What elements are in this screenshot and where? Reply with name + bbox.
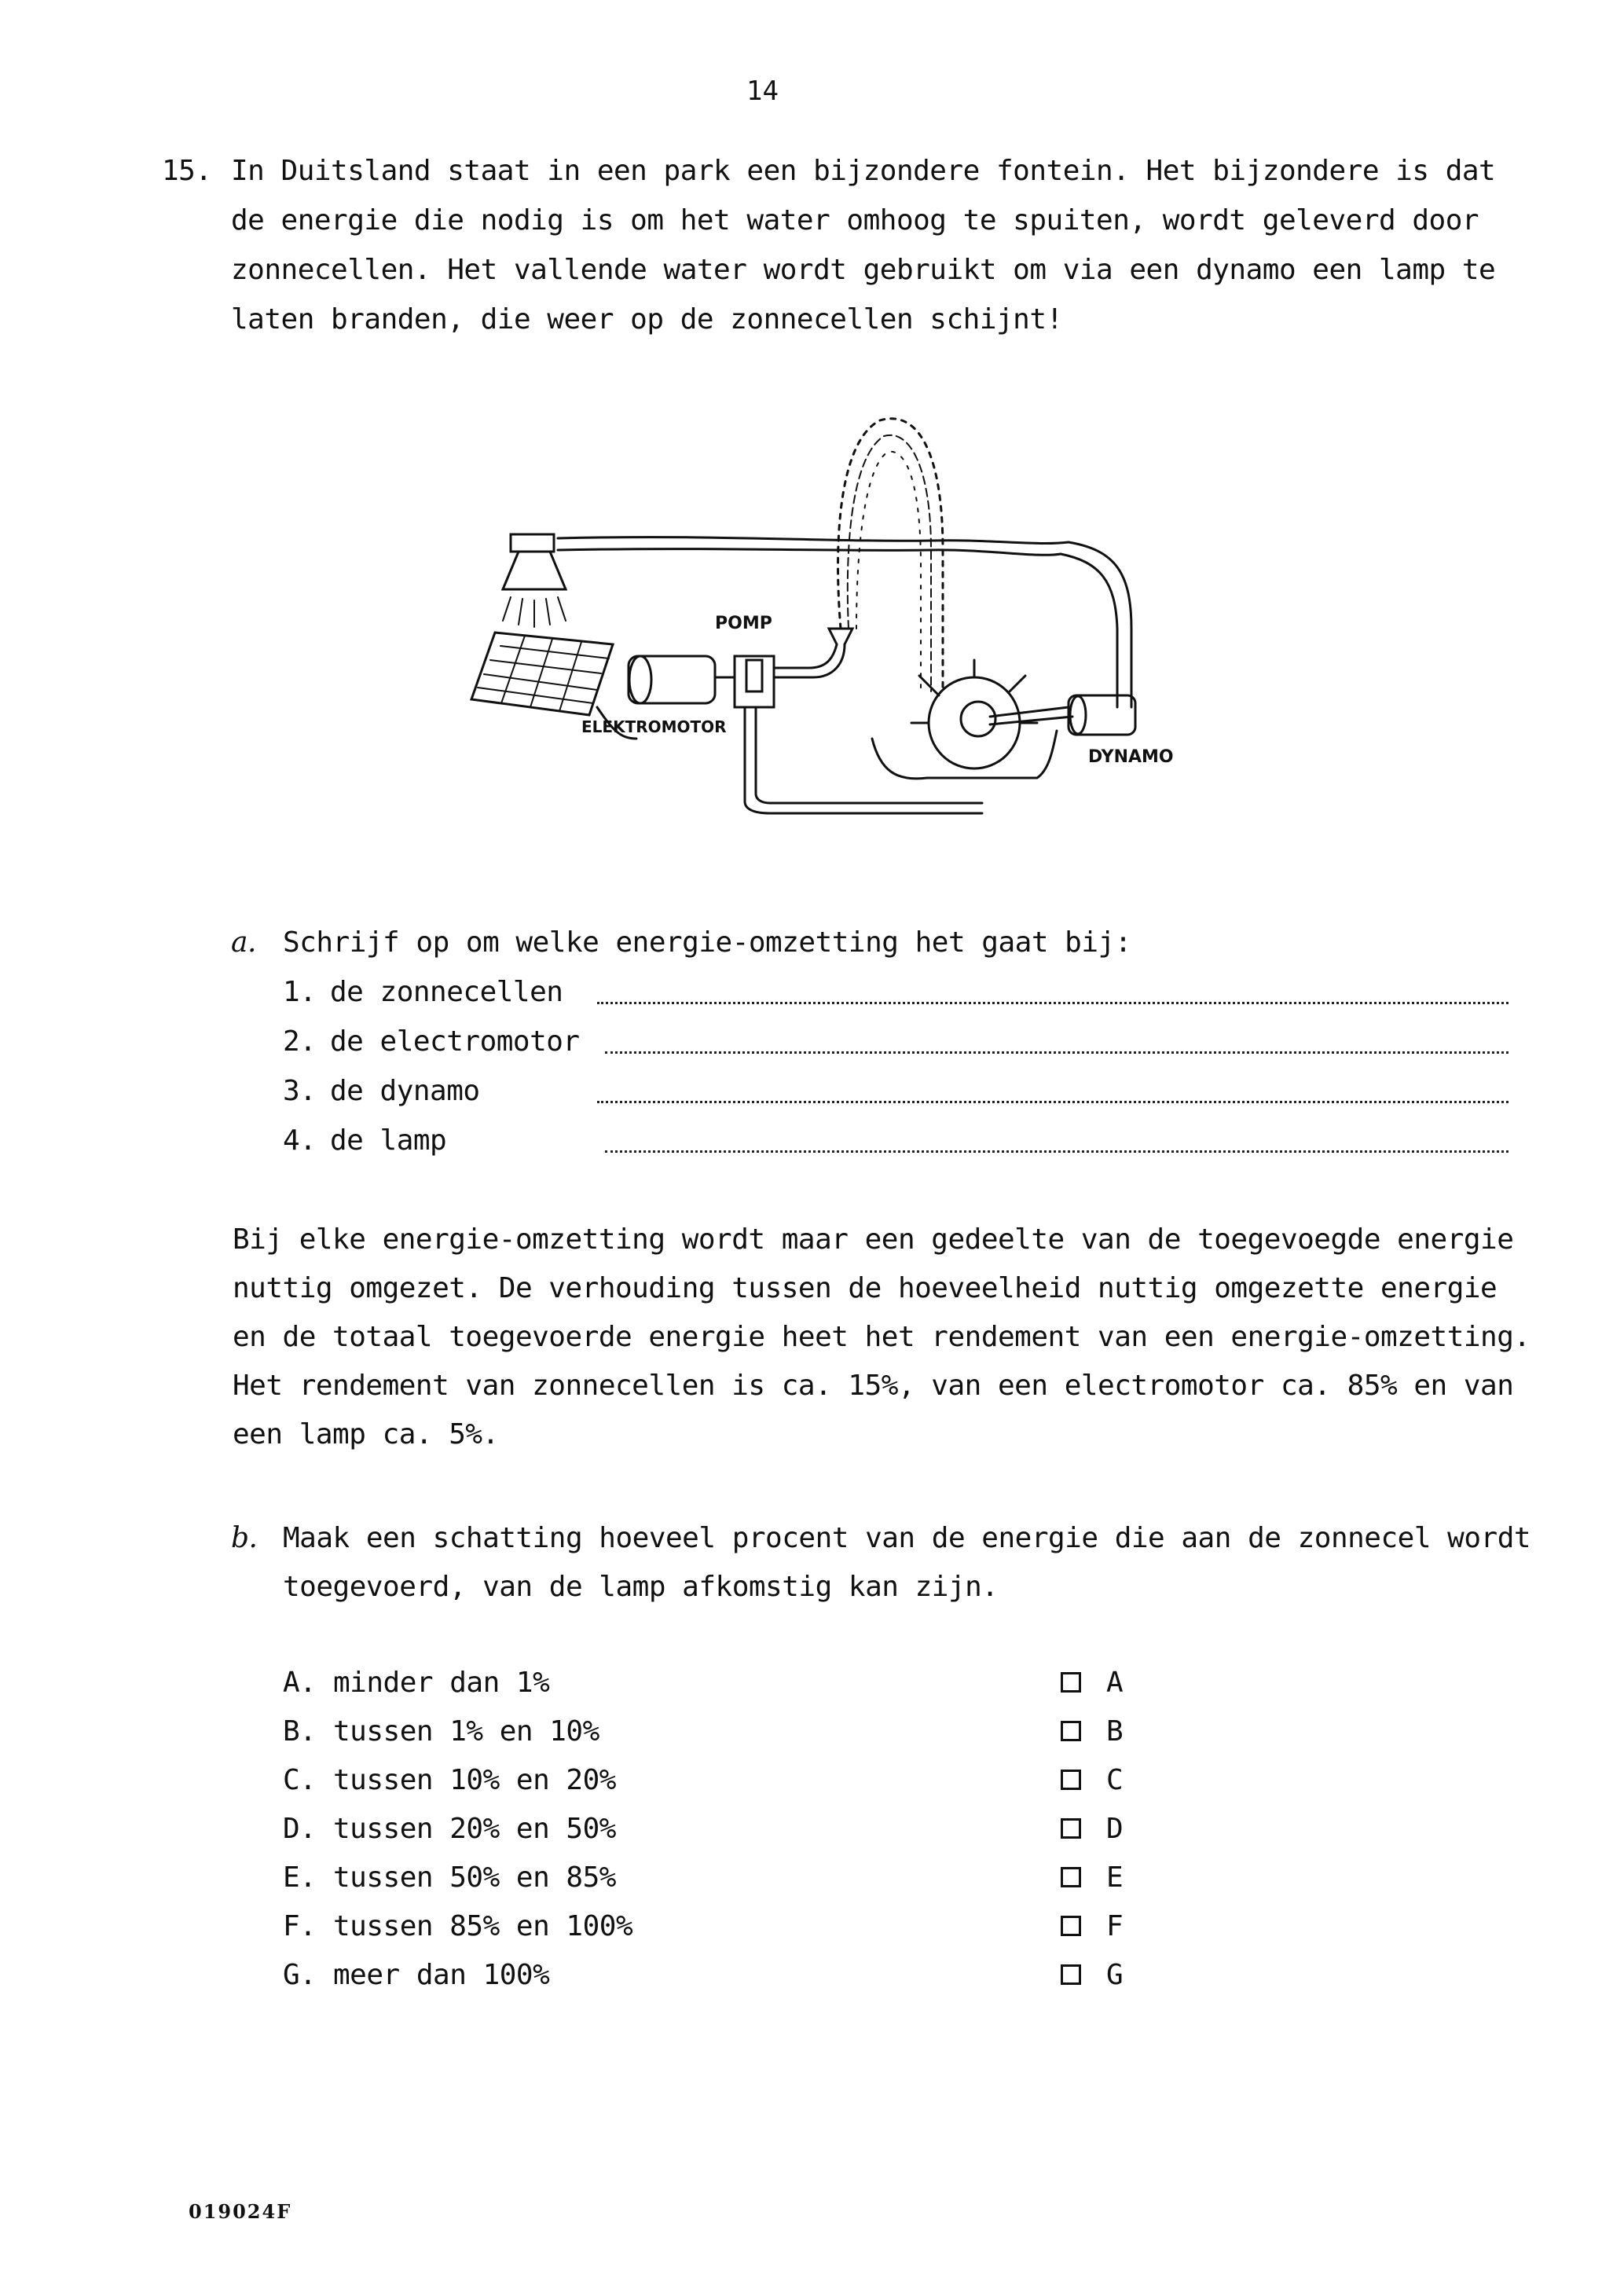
- checkbox-label: B: [1106, 1715, 1124, 1748]
- answer-line-1[interactable]: [597, 1002, 1509, 1004]
- answer-line-4[interactable]: [605, 1150, 1509, 1153]
- checkbox-label: A: [1106, 1667, 1124, 1699]
- paragraph-line: Bij elke energie-omzetting wordt maar een gedeelte van de toegevoegde energie: [233, 1223, 1514, 1256]
- paragraph-line: Het rendement van zonnecellen is ca. 15%, van een electromotor ca. 85% en van: [233, 1370, 1514, 1402]
- paragraph-line: nuttig omgezet. De verhouding tussen de hoeveelheid nuttig omgezette energie: [233, 1272, 1498, 1304]
- option-text: tussen 20% en 50%: [333, 1813, 616, 1845]
- lamp-icon: [503, 534, 566, 627]
- option-letter: B.: [283, 1715, 317, 1748]
- part-a-item-label: de dynamo: [330, 1075, 480, 1107]
- option-text: tussen 50% en 85%: [333, 1861, 616, 1894]
- electromotor-label: ELEKTROMOTOR: [581, 717, 727, 736]
- option-letter: G.: [283, 1959, 317, 1991]
- water-jet: [838, 419, 943, 691]
- checkbox-label: D: [1106, 1813, 1124, 1845]
- checkbox-d[interactable]: [1061, 1818, 1081, 1839]
- footer-code: 019024F: [189, 2200, 292, 2223]
- option-letter: F.: [283, 1910, 317, 1942]
- dynamo-icon: [1069, 695, 1135, 735]
- option-text: tussen 85% en 100%: [333, 1910, 633, 1942]
- paragraph-line: een lamp ca. 5%.: [233, 1418, 499, 1451]
- electromotor-icon: [629, 656, 735, 703]
- option-letter: E.: [283, 1861, 317, 1894]
- part-a-item-number: 3.: [283, 1075, 317, 1107]
- part-a-item-number: 4.: [283, 1124, 317, 1157]
- fountain-diagram: [440, 393, 1210, 833]
- option-text: tussen 10% en 20%: [333, 1764, 616, 1796]
- top-wire: [558, 537, 1131, 707]
- answer-line-3[interactable]: [597, 1101, 1509, 1103]
- part-a-letter: a.: [231, 926, 256, 959]
- dynamo-label: DYNAMO: [1088, 747, 1174, 767]
- checkbox-label: F: [1106, 1910, 1124, 1942]
- part-a-prompt: Schrijf op om welke energie-omzetting het gaat bij:: [283, 926, 1131, 959]
- checkbox-a[interactable]: [1061, 1672, 1081, 1693]
- part-b-prompt-line: Maak een schatting hoeveel procent van de energie die aan de zonnecel wordt: [283, 1522, 1531, 1554]
- option-letter: C.: [283, 1764, 317, 1796]
- intro-line: In Duitsland staat in een park een bijzondere fontein. Het bijzondere is dat: [231, 155, 1496, 187]
- water-basin: [872, 731, 1057, 779]
- part-b-letter: b.: [231, 1522, 258, 1554]
- page-number: 14: [746, 75, 779, 107]
- part-a-item-number: 1.: [283, 976, 317, 1008]
- intro-line: laten branden, die weer op de zonnecellen schijnt!: [231, 303, 1063, 336]
- answer-line-2[interactable]: [605, 1051, 1509, 1054]
- pump-label: POMP: [715, 614, 772, 633]
- checkbox-e[interactable]: [1061, 1867, 1081, 1887]
- checkbox-label: C: [1106, 1764, 1124, 1796]
- part-a-item-label: de electromotor: [330, 1025, 580, 1058]
- part-a-item-number: 2.: [283, 1025, 317, 1058]
- option-text: tussen 1% en 10%: [333, 1715, 599, 1748]
- checkbox-b[interactable]: [1061, 1721, 1081, 1741]
- checkbox-c[interactable]: [1061, 1770, 1081, 1790]
- checkbox-f[interactable]: [1061, 1916, 1081, 1936]
- option-letter: D.: [283, 1813, 317, 1845]
- checkbox-label: G: [1106, 1959, 1124, 1991]
- intro-line: de energie die nodig is om het water omhoog te spuiten, wordt geleverd door: [231, 204, 1479, 237]
- water-wheel-icon: [911, 660, 1072, 768]
- option-letter: A.: [283, 1667, 317, 1699]
- checkbox-label: E: [1106, 1861, 1124, 1894]
- intro-line: zonnecellen. Het vallende water wordt gebruikt om via een dynamo een lamp te: [231, 254, 1496, 286]
- checkbox-g[interactable]: [1061, 1964, 1081, 1985]
- option-text: minder dan 1%: [333, 1667, 550, 1699]
- question-number: 15.: [162, 155, 212, 187]
- part-b-prompt-line: toegevoerd, van de lamp afkomstig kan zijn.: [283, 1571, 999, 1603]
- part-a-item-label: de lamp: [330, 1124, 447, 1157]
- paragraph-line: en de totaal toegevoerde energie heet het rendement van een energie-omzetting.: [233, 1321, 1531, 1353]
- pump-icon: [735, 629, 982, 813]
- part-a-item-label: de zonnecellen: [330, 976, 563, 1008]
- option-text: meer dan 100%: [333, 1959, 550, 1991]
